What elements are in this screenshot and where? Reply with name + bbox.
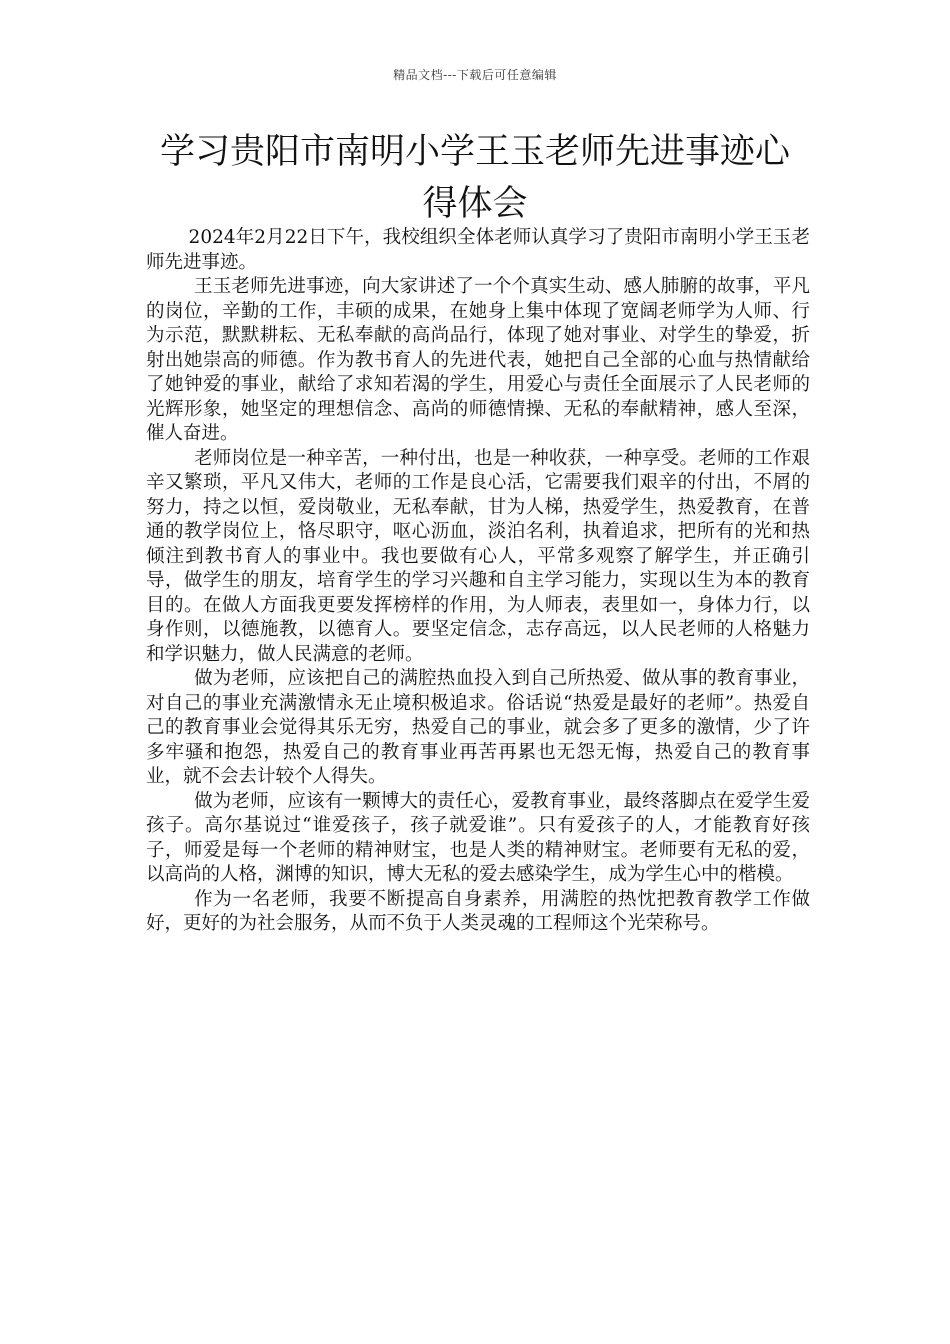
- paragraph-2: 王玉老师先进事迹，向大家讲述了一个个真实生动、感人肺腑的故事，平凡的岗位，辛勤的工作，丰硕的成果，在她身上集中体现了宽阔老师学为人师、行为示范，默默耕耘、无私奉献的高尚品行，体现了她对事业、对学生的挚爱，折射出她崇高的师德。作为教书育人的先进代表，她把自己全部的心血与热情献给了她钟爱的事业，献给了求知若渴的学生，用爱心与责任全面展示了人民老师的光辉形象，她坚定的理想信念、高尚的师德情操、无私的奉献精神，感人至深，催人奋进。: [146, 276, 810, 444]
- header-note: 精品文档---下载后可任意编辑: [393, 68, 557, 82]
- paragraph-5: 做为老师，应该有一颗博大的责任心，爱教育事业，最终落脚点在爱学生爱孩子。高尔基说过“谁爱孩子，孩子就爱谁”。只有爱孩子的人，才能教育好孩子，师爱是每一个老师的精神财宝，也是人类的精神财宝。老师要有无私的爱，以高尚的人格，渊博的知识，博大无私的爱去感染学生，成为学生心中的楷模。: [146, 790, 810, 885]
- document-title: 学习贵阳市南明小学王玉老师先进事迹心得体会: [159, 132, 790, 224]
- paragraph-6: 作为一名老师，我要不断提高自身素养，用满腔的热忱把教育教学工作做好，更好的为社会服务，从而不负于人类灵魂的工程师这个光荣称号。: [146, 888, 810, 934]
- paragraph-1: 2024年2月22日下午，我校组织全体老师认真学习了贵阳市南明小学王玉老师先进事迹。: [146, 227, 810, 273]
- document-body: [146, 226, 810, 937]
- paragraph-3: 老师岗位是一种辛苦，一种付出，也是一种收获，一种享受。老师的工作艰辛又繁琐，平凡又伟大，老师的工作是良心活，它需要我们艰辛的付出，不屑的努力，持之以恒，爱岗敬业，无私奉献，甘为人梯，热爱学生，热爱教育，在普通的教学岗位上，恪尽职守，呕心沥血，淡泊名利，执着追求，把所有的光和热倾注到教书育人的事业中。我也要做有心人，平常多观察了解学生，并正确引导，做学生的朋友，培育学生的学习兴趣和自主学习能力，实现以生为本的教育目的。在做人方面我更要发挥榜样的作用，为人师表，表里如一，身体力行，以身作则，以德施教，以德育人。要坚定信念，志存高远，以人民老师的人格魅力和学识魅力，做人民满意的老师。: [146, 447, 810, 665]
- paragraph-4: 做为老师，应该把自己的满腔热血投入到自己所热爱、做从事的教育事业，对自己的事业充满激情永无止境积极追求。俗话说“热爱是最好的老师”。热爱自己的教育事业会觉得其乐无穷，热爱自己的事业，就会多了更多的激情，少了许多牢骚和抱怨，热爱自己的教育事业再苦再累也无怨无悔，热爱自己的教育事业，就不会去计较个人得失。: [146, 668, 810, 787]
